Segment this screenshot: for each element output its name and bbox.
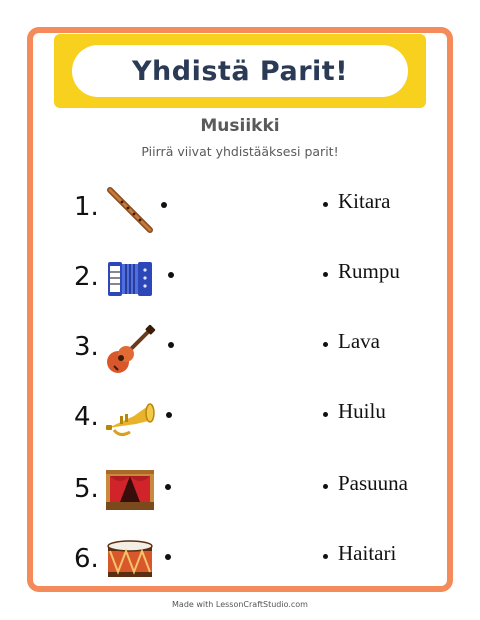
match-row: [0, 178, 480, 238]
drum-icon: [104, 536, 156, 586]
right-match-dot[interactable]: [323, 342, 328, 347]
worksheet-instructions: Piirrä viivat yhdistääksesi parit!: [141, 144, 339, 159]
right-match-dot[interactable]: [323, 202, 328, 207]
item-number: 5.: [74, 474, 99, 504]
match-word: Pasuuna: [338, 471, 408, 495]
match-word: Kitara: [338, 189, 391, 213]
right-match-dot[interactable]: [323, 412, 328, 417]
title-pill: [72, 45, 408, 97]
left-match-dot[interactable]: [161, 202, 167, 208]
match-word: Huilu: [338, 399, 386, 423]
match-word: Lava: [338, 329, 380, 353]
trumpet-icon: [104, 394, 156, 444]
worksheet-title: Yhdistä Parit!: [131, 55, 349, 87]
item-number: 2.: [74, 262, 99, 292]
flute-icon: [104, 184, 156, 234]
item-number: 3.: [74, 332, 99, 362]
right-match-dot[interactable]: [323, 272, 328, 277]
item-number: 1.: [74, 192, 99, 222]
match-word: Haitari: [338, 541, 397, 565]
right-match-dot[interactable]: [323, 484, 328, 489]
match-row: [0, 248, 480, 308]
match-row: [0, 388, 480, 448]
item-number: 6.: [74, 544, 99, 574]
left-match-dot[interactable]: [165, 484, 171, 490]
guitar-icon: [104, 324, 156, 374]
stage-icon: [104, 466, 156, 516]
left-match-dot[interactable]: [166, 412, 172, 418]
item-number: 4.: [74, 402, 99, 432]
left-match-dot[interactable]: [165, 554, 171, 560]
footer-credit: Made with LessonCraftStudio.com: [172, 600, 308, 609]
match-row: [0, 460, 480, 520]
match-row: [0, 530, 480, 590]
left-match-dot[interactable]: [168, 272, 174, 278]
match-word: Rumpu: [338, 259, 400, 283]
accordion-icon: [104, 254, 156, 304]
worksheet-subtitle: Musiikki: [200, 116, 280, 136]
left-match-dot[interactable]: [168, 342, 174, 348]
right-match-dot[interactable]: [323, 554, 328, 559]
match-row: [0, 318, 480, 378]
